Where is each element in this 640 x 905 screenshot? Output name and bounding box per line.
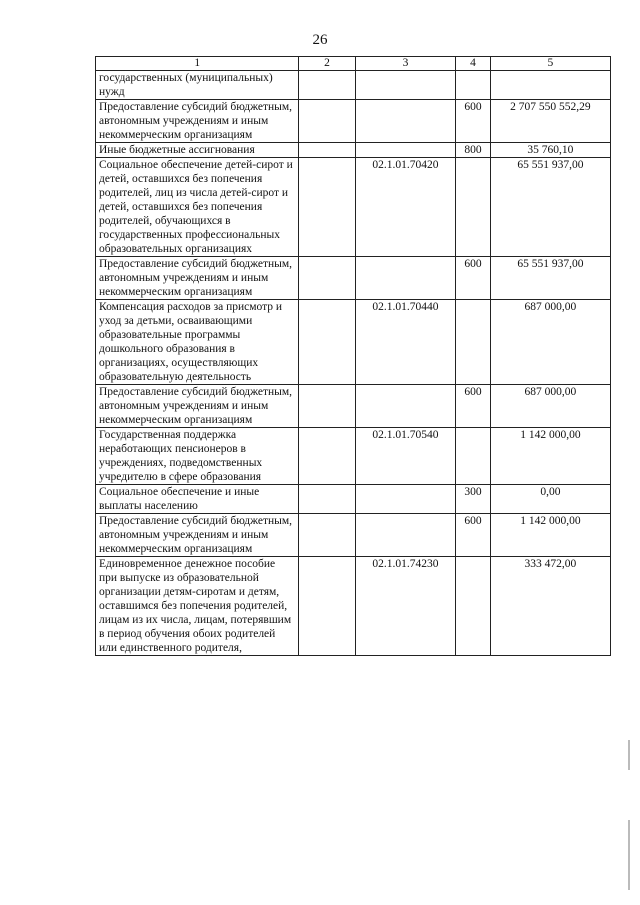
row-col2 — [299, 428, 355, 485]
row-code: 02.1.01.70540 — [355, 428, 456, 485]
row-name: Иные бюджетные ассигнования — [96, 143, 299, 158]
row-type — [456, 158, 491, 257]
row-amount: 333 472,00 — [490, 557, 610, 656]
table-row — [96, 71, 611, 100]
row-amount: 2 707 550 552,29 — [490, 100, 610, 143]
row-amount — [490, 71, 610, 100]
row-code — [355, 100, 456, 143]
row-amount: 687 000,00 — [490, 385, 610, 428]
row-type: 300 — [456, 485, 491, 514]
row-code — [355, 485, 456, 514]
row-code: 02.1.01.70420 — [355, 158, 456, 257]
row-amount: 65 551 937,00 — [490, 257, 610, 300]
table-row — [96, 100, 611, 143]
row-type: 600 — [456, 257, 491, 300]
row-name: Социальное обеспечение детей-сирот и детей, оставшихся без попечения родителей, лиц из числа детей-сирот и детей, оставшихся без попечения родителей, обучающихся в государственных профессиональных образовательных организациях — [96, 158, 299, 257]
row-col2 — [299, 300, 355, 385]
row-name: Предоставление субсидий бюджетным, автономным учреждениям и иным некоммерческим организациям — [96, 257, 299, 300]
table-body — [96, 71, 611, 656]
row-code: 02.1.01.70440 — [355, 300, 456, 385]
row-type: 600 — [456, 514, 491, 557]
row-col2 — [299, 158, 355, 257]
row-amount: 1 142 000,00 — [490, 428, 610, 485]
row-amount: 0,00 — [490, 485, 610, 514]
row-name: Социальное обеспечение и иные выплаты населению — [96, 485, 299, 514]
row-type — [456, 428, 491, 485]
row-type: 600 — [456, 100, 491, 143]
row-col2 — [299, 100, 355, 143]
row-col2 — [299, 71, 355, 100]
row-name: Предоставление субсидий бюджетным, автономным учреждениям и иным некоммерческим организациям — [96, 514, 299, 557]
row-type — [456, 71, 491, 100]
row-name: Единовременное денежное пособие при выпуске из образовательной организации детям-сиротам и детям, оставшимся без попечения родителей, лицам из их числа, лицам, потерявшим в период обучения обоих родителей или единственного родителя, — [96, 557, 299, 656]
row-amount: 687 000,00 — [490, 300, 610, 385]
table-row — [96, 158, 611, 257]
table-row — [96, 485, 611, 514]
row-amount: 65 551 937,00 — [490, 158, 610, 257]
table-row — [96, 385, 611, 428]
scan-edge-mark — [628, 740, 630, 770]
row-code: 02.1.01.74230 — [355, 557, 456, 656]
header-col-4: 4 — [456, 57, 491, 71]
row-code — [355, 143, 456, 158]
table-row — [96, 428, 611, 485]
row-type: 600 — [456, 385, 491, 428]
table-row — [96, 557, 611, 656]
row-type: 800 — [456, 143, 491, 158]
row-name: Компенсация расходов за присмотр и уход за детьми, осваивающими образовательные программы дошкольного образования в организациях, осуществляющих образовательную деятельность — [96, 300, 299, 385]
row-code — [355, 514, 456, 557]
row-type — [456, 300, 491, 385]
row-name: Государственная поддержка неработающих пенсионеров в учреждениях, подведомственных учредителю в сфере образования — [96, 428, 299, 485]
scan-edge-mark — [628, 820, 630, 890]
header-col-1: 1 — [96, 57, 299, 71]
table-row — [96, 300, 611, 385]
row-col2 — [299, 143, 355, 158]
header-col-3: 3 — [355, 57, 456, 71]
table-row — [96, 257, 611, 300]
header-row — [96, 57, 611, 71]
row-code — [355, 71, 456, 100]
row-amount: 35 760,10 — [490, 143, 610, 158]
row-name: Предоставление субсидий бюджетным, автономным учреждениям и иным некоммерческим организациям — [96, 100, 299, 143]
row-name: государственных (муниципальных) нужд — [96, 71, 299, 100]
row-col2 — [299, 514, 355, 557]
header-col-5: 5 — [490, 57, 610, 71]
row-name: Предоставление субсидий бюджетным, автономным учреждениям и иным некоммерческим организациям — [96, 385, 299, 428]
row-type — [456, 557, 491, 656]
row-col2 — [299, 485, 355, 514]
table-header — [96, 57, 611, 71]
row-code — [355, 257, 456, 300]
header-col-2: 2 — [299, 57, 355, 71]
row-amount: 1 142 000,00 — [490, 514, 610, 557]
table-row — [96, 143, 611, 158]
table-row — [96, 514, 611, 557]
page-number: 26 — [312, 32, 328, 48]
row-col2 — [299, 557, 355, 656]
budget-table — [95, 56, 611, 656]
row-col2 — [299, 385, 355, 428]
row-code — [355, 385, 456, 428]
row-col2 — [299, 257, 355, 300]
